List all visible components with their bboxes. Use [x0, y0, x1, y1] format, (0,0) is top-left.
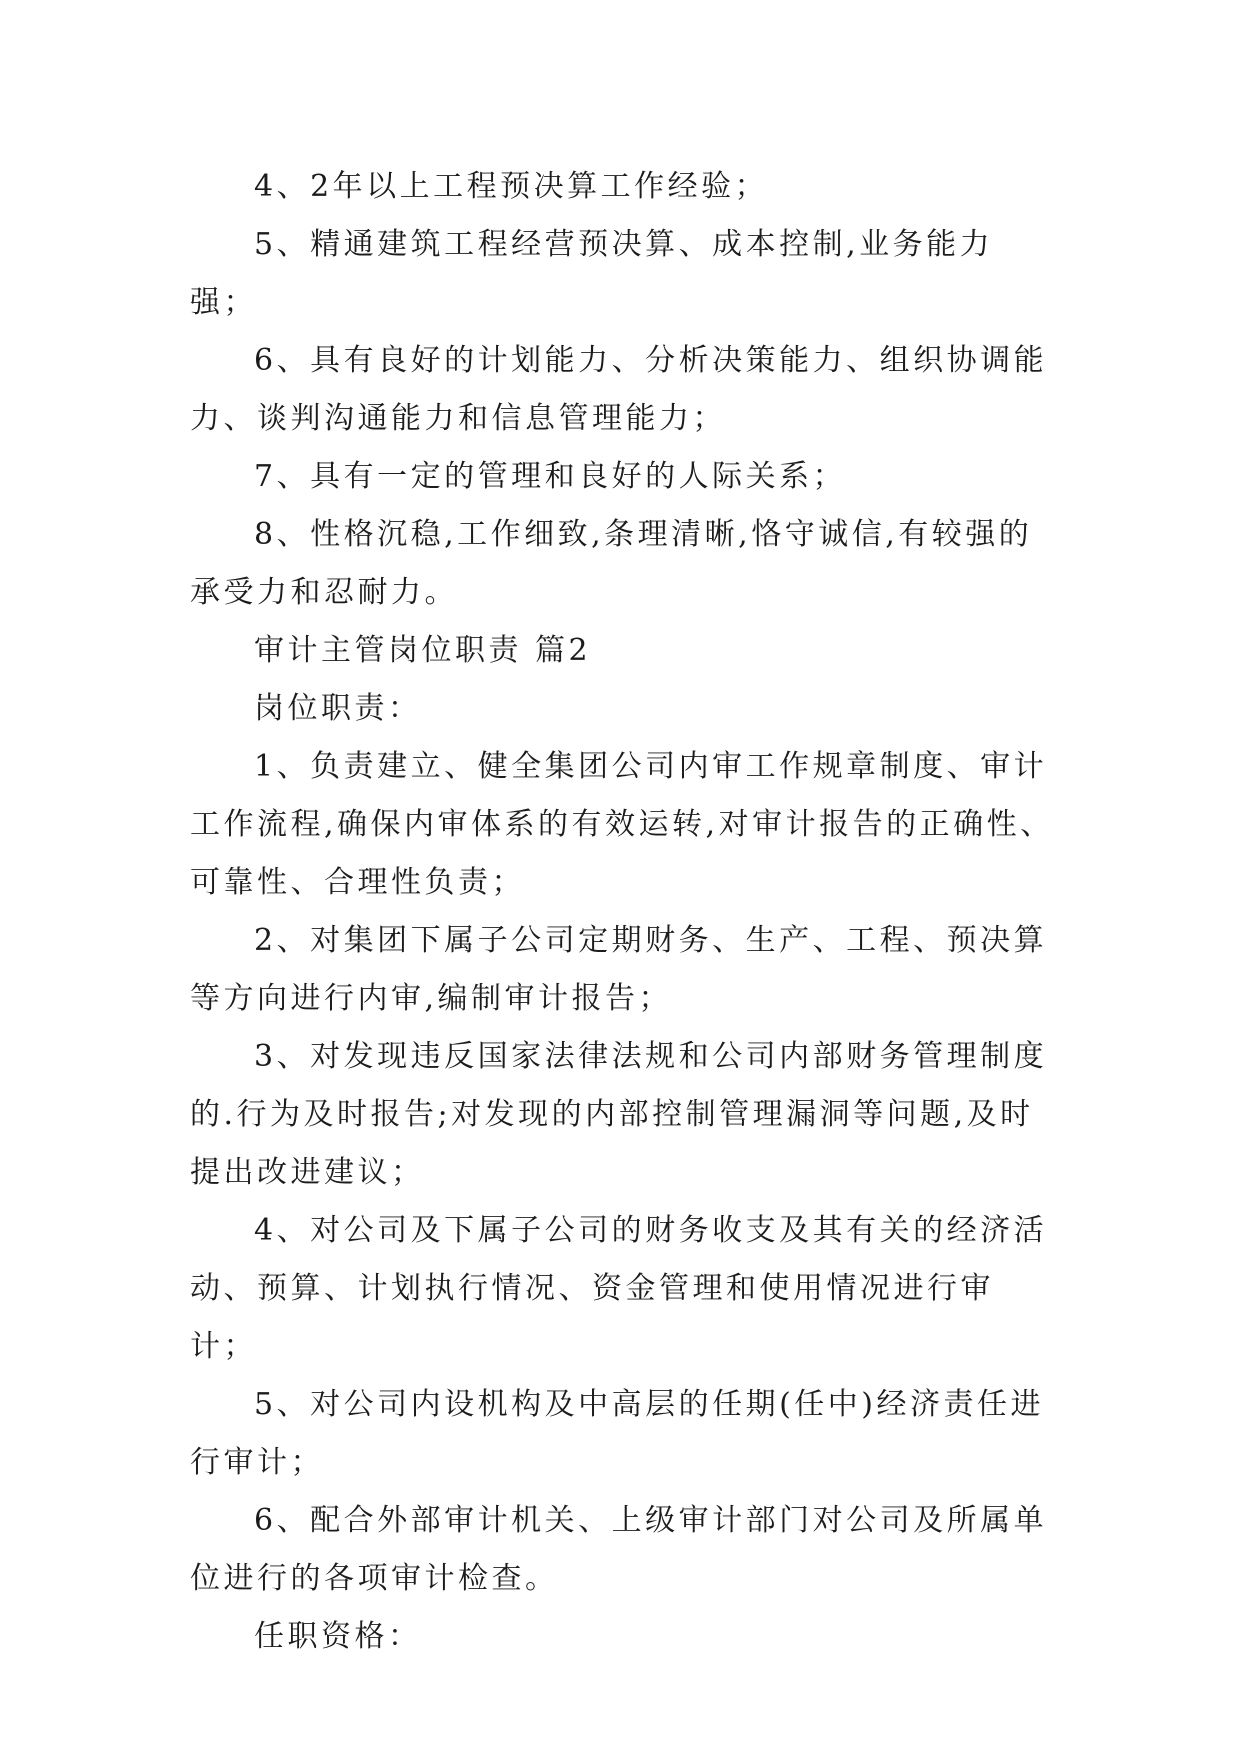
qualifications-heading: 任职资格： [254, 1619, 422, 1654]
duty-item-2: 2、对集团下属子公司定期财务、生产、工程、预决算等方向进行内审,编制审计报告； [190, 923, 1048, 1016]
requirement-item-4: 4、2年以上工程预决算工作经验； [254, 169, 769, 204]
duties-heading: 岗位职责： [254, 691, 422, 726]
requirement-item-6: 6、具有良好的计划能力、分析决策能力、组织协调能力、谈判沟通能力和信息管理能力； [190, 343, 1048, 436]
duty-item-3: 3、对发现违反国家法律法规和公司内部财务管理制度的.行为及时报告;对发现的内部控制管理漏洞等问题,及时提出改进建议； [190, 1039, 1048, 1190]
requirement-item-5: 5、精通建筑工程经营预决算、成本控制,业务能力强； [190, 227, 994, 320]
document-body [190, 158, 1060, 1666]
requirement-item-7: 7、具有一定的管理和良好的人际关系； [254, 459, 847, 494]
duty-item-5: 5、对公司内设机构及中高层的任期(任中)经济责任进行审计； [190, 1387, 1044, 1480]
requirement-item-8: 8、性格沉稳,工作细致,条理清晰,恪守诚信,有较强的承受力和忍耐力。 [190, 517, 1033, 610]
duty-item-6: 6、配合外部审计机关、上级审计部门对公司及所属单位进行的各项审计检查。 [190, 1503, 1048, 1596]
section-heading: 审计主管岗位职责 篇2 [254, 633, 592, 668]
duty-item-4: 4、对公司及下属子公司的财务收支及其有关的经济活动、预算、计划执行情况、资金管理和使用情况进行审计； [190, 1213, 1048, 1364]
duty-item-1: 1、负责建立、健全集团公司内审工作规章制度、审计工作流程,确保内审体系的有效运转,对审计报告的正确性、可靠性、合理性负责； [190, 749, 1054, 900]
